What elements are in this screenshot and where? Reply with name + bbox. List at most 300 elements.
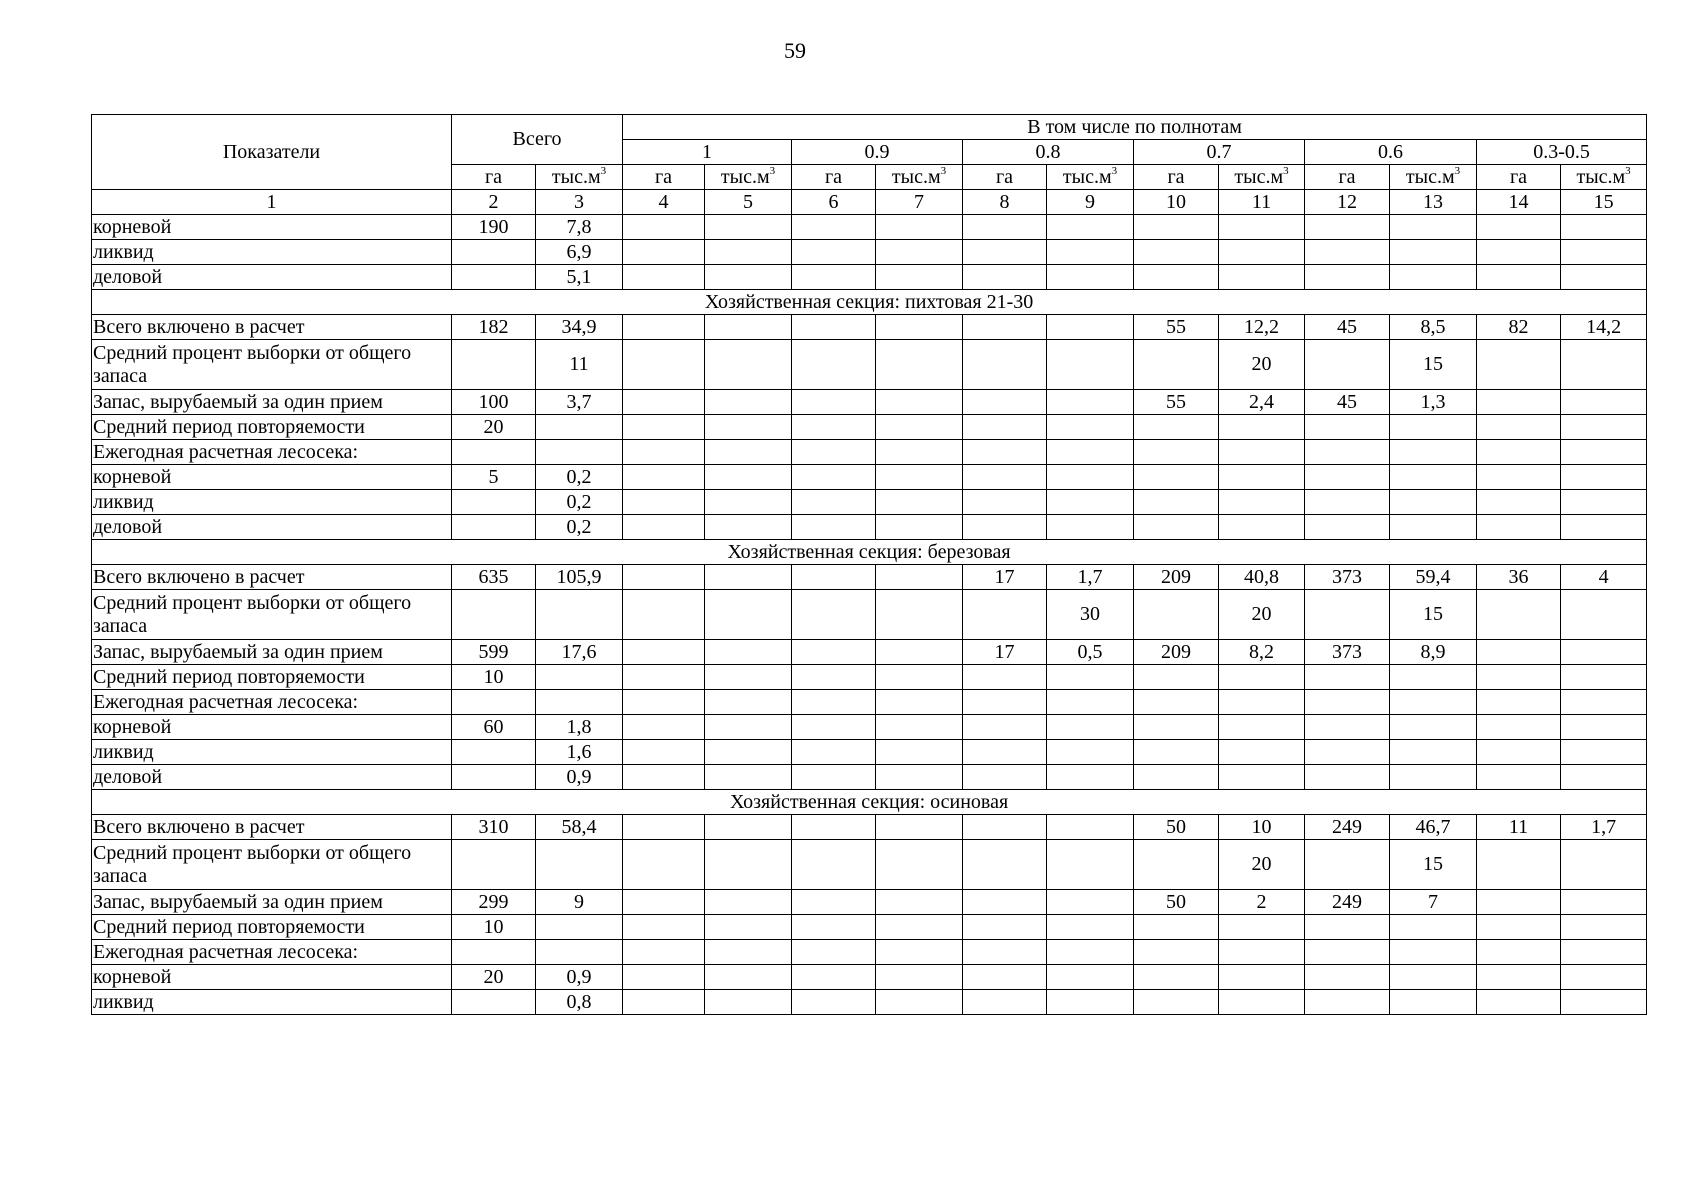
table-cell	[876, 915, 963, 940]
table-row	[92, 490, 1647, 515]
table-cell	[623, 565, 705, 590]
table-cell	[1134, 690, 1219, 715]
table-cell	[1477, 240, 1561, 265]
table-cell	[963, 265, 1047, 290]
table-cell	[1219, 240, 1305, 265]
table-cell	[792, 640, 876, 665]
table-cell	[705, 890, 792, 915]
table-cell	[1477, 515, 1561, 540]
table-cell	[963, 715, 1047, 740]
table-cell: 4	[1561, 565, 1647, 590]
table-cell	[705, 415, 792, 440]
table-cell	[1390, 990, 1477, 1015]
table-row	[92, 415, 1647, 440]
table-cell	[1390, 240, 1477, 265]
table-cell: 15	[1390, 340, 1477, 390]
table-cell: 36	[1477, 565, 1561, 590]
table-cell: 10	[452, 665, 536, 690]
density-header: 0.6	[1305, 140, 1477, 165]
table-cell	[1047, 465, 1134, 490]
table-cell	[536, 840, 623, 890]
table-cell: 0,2	[536, 515, 623, 540]
section-title: Хозяйственная секция: осиновая	[92, 790, 1647, 815]
unit-ha-header: га	[452, 165, 536, 190]
table-cell	[792, 240, 876, 265]
table-cell	[1219, 465, 1305, 490]
table-cell	[1219, 715, 1305, 740]
row-label: деловой	[92, 265, 452, 290]
table-cell: 11	[1477, 815, 1561, 840]
table-header	[92, 115, 1647, 215]
table-cell	[792, 440, 876, 465]
table-cell: 249	[1305, 815, 1390, 840]
table-cell	[1047, 665, 1134, 690]
table-cell	[1305, 965, 1390, 990]
row-label: ликвид	[92, 990, 452, 1015]
table-cell	[623, 390, 705, 415]
table-cell: 7	[1390, 890, 1477, 915]
table-cell	[1047, 240, 1134, 265]
table-cell	[1305, 440, 1390, 465]
table-cell	[1047, 215, 1134, 240]
table-cell	[1047, 315, 1134, 340]
table-cell	[1134, 840, 1219, 890]
table-cell	[963, 440, 1047, 465]
unit-volume-superscript: 3	[1283, 165, 1289, 178]
row-label: Средний процент выборки от общего запаса	[92, 840, 452, 890]
table-cell: 34,9	[536, 315, 623, 340]
table-cell	[876, 890, 963, 915]
table-cell	[876, 265, 963, 290]
table-cell	[1305, 415, 1390, 440]
row-label: Всего включено в расчет	[92, 565, 452, 590]
table-cell	[1477, 965, 1561, 990]
table-cell	[792, 390, 876, 415]
table-row	[92, 340, 1647, 390]
table-cell	[792, 965, 876, 990]
table-cell	[1134, 990, 1219, 1015]
table-cell: 45	[1305, 315, 1390, 340]
table-cell	[1561, 740, 1647, 765]
table-row	[92, 915, 1647, 940]
table-cell	[1047, 890, 1134, 915]
table-cell	[452, 940, 536, 965]
table-row	[92, 740, 1647, 765]
table-cell	[963, 390, 1047, 415]
table-cell	[792, 665, 876, 690]
table-cell	[1477, 840, 1561, 890]
table-cell	[1305, 590, 1390, 640]
table-cell	[705, 690, 792, 715]
table-cell	[623, 740, 705, 765]
table-cell	[876, 940, 963, 965]
table-cell: 100	[452, 390, 536, 415]
table-cell	[705, 240, 792, 265]
table-cell: 45	[1305, 390, 1390, 415]
table-cell	[536, 940, 623, 965]
table-cell	[1219, 965, 1305, 990]
table-cell	[1047, 740, 1134, 765]
table-cell: 8,2	[1219, 640, 1305, 665]
unit-volume-text: тыс.м	[1576, 165, 1626, 188]
unit-volume-header	[1219, 165, 1305, 190]
table-cell	[963, 590, 1047, 640]
table-cell	[705, 490, 792, 515]
unit-volume-text: тыс.м	[891, 165, 941, 188]
table-row	[92, 440, 1647, 465]
table-cell	[1390, 415, 1477, 440]
table-cell: 7,8	[536, 215, 623, 240]
table-cell	[792, 340, 876, 390]
table-cell	[1305, 715, 1390, 740]
table-cell	[963, 215, 1047, 240]
table-cell: 5	[452, 465, 536, 490]
table-cell	[1047, 815, 1134, 840]
column-number: 5	[705, 190, 792, 215]
section-row	[92, 790, 1647, 815]
section-title: Хозяйственная секция: березовая	[92, 540, 1647, 565]
table-cell	[1390, 690, 1477, 715]
table-cell	[792, 915, 876, 940]
table-cell: 55	[1134, 315, 1219, 340]
allowable-cut-table	[91, 114, 1647, 1015]
table-cell	[963, 340, 1047, 390]
table-cell	[1477, 940, 1561, 965]
row-label: Средний процент выборки от общего запаса	[92, 590, 452, 640]
table-cell	[1561, 215, 1647, 240]
unit-volume-header	[536, 165, 623, 190]
section-row	[92, 540, 1647, 565]
table-cell	[1477, 440, 1561, 465]
unit-volume-header	[1390, 165, 1477, 190]
table-cell	[792, 265, 876, 290]
table-cell	[536, 665, 623, 690]
table-cell	[705, 915, 792, 940]
table-cell	[963, 490, 1047, 515]
unit-volume-superscript: 3	[940, 165, 947, 178]
table-cell	[1390, 515, 1477, 540]
indicator-header: Показатели	[92, 115, 452, 190]
unit-volume-superscript: 3	[1625, 165, 1631, 178]
table-cell	[536, 415, 623, 440]
table-cell	[1305, 465, 1390, 490]
table-cell	[705, 940, 792, 965]
table-cell	[623, 640, 705, 665]
table-cell: 0,2	[536, 490, 623, 515]
unit-ha-header: га	[1134, 165, 1219, 190]
table-cell	[452, 990, 536, 1015]
table-cell	[1561, 415, 1647, 440]
table-cell	[1561, 515, 1647, 540]
row-label: Средний период повторяемости	[92, 415, 452, 440]
table-cell: 0,9	[536, 765, 623, 790]
table-cell: 373	[1305, 565, 1390, 590]
table-cell	[792, 990, 876, 1015]
table-cell	[705, 590, 792, 640]
table-cell: 20	[1219, 340, 1305, 390]
table-cell	[705, 215, 792, 240]
table-cell	[1390, 490, 1477, 515]
unit-volume-superscript: 3	[600, 165, 607, 178]
table-cell: 8,9	[1390, 640, 1477, 665]
table-cell	[876, 690, 963, 715]
table-cell: 17	[963, 640, 1047, 665]
table-cell	[1047, 940, 1134, 965]
row-label: Запас, вырубаемый за один прием	[92, 890, 452, 915]
table-cell	[963, 890, 1047, 915]
table-cell	[1134, 490, 1219, 515]
table-cell	[705, 440, 792, 465]
table-cell	[1477, 490, 1561, 515]
table-cell	[876, 765, 963, 790]
table-cell	[1477, 690, 1561, 715]
table-cell	[536, 590, 623, 640]
table-row	[92, 315, 1647, 340]
table-cell	[792, 840, 876, 890]
table-cell: 20	[452, 415, 536, 440]
table-cell: 20	[1219, 840, 1305, 890]
table-cell	[1390, 915, 1477, 940]
table-body	[92, 215, 1647, 1015]
table-cell	[1561, 590, 1647, 640]
table-cell: 20	[452, 965, 536, 990]
table-row	[92, 965, 1647, 990]
table-cell	[1219, 990, 1305, 1015]
table-cell	[1477, 215, 1561, 240]
table-cell	[1477, 640, 1561, 665]
table-cell: 10	[452, 915, 536, 940]
table-cell	[876, 590, 963, 640]
table-row	[92, 265, 1647, 290]
row-label: Всего включено в расчет	[92, 315, 452, 340]
table-cell	[1305, 940, 1390, 965]
table-cell	[876, 315, 963, 340]
table-cell	[1390, 215, 1477, 240]
table-cell	[452, 340, 536, 390]
table-cell	[1561, 340, 1647, 390]
table-cell	[1219, 265, 1305, 290]
table-cell	[1134, 715, 1219, 740]
table-cell	[623, 690, 705, 715]
table-cell	[705, 515, 792, 540]
column-number: 12	[1305, 190, 1390, 215]
density-header: 0.7	[1134, 140, 1305, 165]
column-number: 3	[536, 190, 623, 215]
table-cell	[1390, 965, 1477, 990]
unit-volume-text: тыс.м	[720, 165, 770, 188]
table-cell	[623, 840, 705, 890]
unit-volume-header	[876, 165, 963, 190]
table-cell	[705, 465, 792, 490]
table-cell	[963, 990, 1047, 1015]
table-cell	[1305, 265, 1390, 290]
table-cell	[876, 390, 963, 415]
table-cell: 40,8	[1219, 565, 1305, 590]
table-cell	[1047, 265, 1134, 290]
table-cell	[623, 815, 705, 840]
table-cell	[1477, 890, 1561, 915]
table-cell: 17,6	[536, 640, 623, 665]
table-cell	[452, 515, 536, 540]
table-cell	[1047, 415, 1134, 440]
table-cell	[963, 465, 1047, 490]
table-cell	[1047, 965, 1134, 990]
table-cell	[1219, 215, 1305, 240]
row-label: Ежегодная расчетная лесосека:	[92, 690, 452, 715]
table-cell	[876, 965, 963, 990]
table-row	[92, 465, 1647, 490]
column-number: 15	[1561, 190, 1647, 215]
table-cell	[623, 990, 705, 1015]
table-cell	[1561, 240, 1647, 265]
table-cell	[1219, 915, 1305, 940]
density-header: 0.8	[963, 140, 1134, 165]
unit-volume-header	[1047, 165, 1134, 190]
table-cell	[792, 940, 876, 965]
table-row	[92, 990, 1647, 1015]
table-cell	[623, 340, 705, 390]
table-cell: 635	[452, 565, 536, 590]
table-cell: 14,2	[1561, 315, 1647, 340]
table-cell: 0,5	[1047, 640, 1134, 665]
table-cell	[623, 415, 705, 440]
table-cell: 15	[1390, 590, 1477, 640]
table-cell: 1,7	[1047, 565, 1134, 590]
table-cell	[1477, 665, 1561, 690]
table-cell	[876, 565, 963, 590]
table-cell	[1047, 690, 1134, 715]
table-cell	[705, 715, 792, 740]
table-cell: 0,2	[536, 465, 623, 490]
unit-volume-text: тыс.м	[551, 165, 601, 188]
table-cell	[1305, 665, 1390, 690]
density-group-header: В том числе по полнотам	[623, 115, 1647, 140]
table-cell	[792, 815, 876, 840]
table-cell: 2,4	[1219, 390, 1305, 415]
table-cell: 60	[452, 715, 536, 740]
table-cell	[1134, 465, 1219, 490]
row-label: Средний период повторяемости	[92, 915, 452, 940]
table-cell: 46,7	[1390, 815, 1477, 840]
table-cell	[1134, 965, 1219, 990]
column-number: 6	[792, 190, 876, 215]
table-cell	[1134, 515, 1219, 540]
row-label: Средний период повторяемости	[92, 665, 452, 690]
table-cell	[1134, 740, 1219, 765]
table-cell	[1390, 715, 1477, 740]
table-cell	[1305, 840, 1390, 890]
table-cell	[623, 765, 705, 790]
table-cell: 299	[452, 890, 536, 915]
section-title: Хозяйственная секция: пихтовая 21-30	[92, 290, 1647, 315]
table-cell	[1305, 740, 1390, 765]
row-label: ликвид	[92, 490, 452, 515]
table-cell	[963, 740, 1047, 765]
table-cell	[1477, 265, 1561, 290]
table-cell	[705, 315, 792, 340]
table-cell: 1,6	[536, 740, 623, 765]
table-cell: 82	[1477, 315, 1561, 340]
table-cell	[623, 940, 705, 965]
table-cell	[705, 815, 792, 840]
density-header: 1	[623, 140, 792, 165]
table-cell	[705, 965, 792, 990]
table-cell: 1,7	[1561, 815, 1647, 840]
table-cell	[623, 915, 705, 940]
table-cell	[452, 765, 536, 790]
table-cell	[876, 840, 963, 890]
table-cell	[705, 390, 792, 415]
table-cell	[705, 765, 792, 790]
table-cell	[1134, 665, 1219, 690]
table-cell	[963, 690, 1047, 715]
table-row	[92, 840, 1647, 890]
table-cell	[876, 415, 963, 440]
table-cell	[1047, 340, 1134, 390]
table-cell	[623, 240, 705, 265]
table-cell	[1219, 940, 1305, 965]
table-cell: 50	[1134, 890, 1219, 915]
unit-volume-header	[1561, 165, 1647, 190]
table-cell	[1305, 515, 1390, 540]
table-cell: 5,1	[536, 265, 623, 290]
table-row	[92, 890, 1647, 915]
table-cell	[623, 590, 705, 640]
table-cell: 17	[963, 565, 1047, 590]
table-cell	[876, 240, 963, 265]
table-cell	[1390, 465, 1477, 490]
total-header: Всего	[452, 115, 623, 165]
table-cell: 249	[1305, 890, 1390, 915]
table-row	[92, 640, 1647, 665]
table-cell	[452, 265, 536, 290]
table-cell	[1477, 990, 1561, 1015]
table-cell	[1305, 915, 1390, 940]
table-cell: 209	[1134, 640, 1219, 665]
table-cell	[705, 990, 792, 1015]
table-cell	[705, 565, 792, 590]
unit-volume-text: тыс.м	[1405, 165, 1455, 188]
table-cell	[705, 740, 792, 765]
table-cell	[1219, 765, 1305, 790]
table-cell	[1477, 765, 1561, 790]
table-row	[92, 715, 1647, 740]
table-cell: 6,9	[536, 240, 623, 265]
table-cell	[1477, 590, 1561, 640]
table-cell	[1561, 690, 1647, 715]
table-cell	[1047, 715, 1134, 740]
table-cell	[1134, 915, 1219, 940]
table-cell	[1134, 940, 1219, 965]
table-cell: 209	[1134, 565, 1219, 590]
table-cell	[963, 915, 1047, 940]
table-cell	[876, 465, 963, 490]
table-cell	[1561, 265, 1647, 290]
table-cell: 182	[452, 315, 536, 340]
table-cell	[705, 265, 792, 290]
table-cell	[1047, 990, 1134, 1015]
table-cell: 1,8	[536, 715, 623, 740]
table-cell	[623, 965, 705, 990]
table-cell	[1477, 340, 1561, 390]
table-cell	[1561, 715, 1647, 740]
table-cell: 3,7	[536, 390, 623, 415]
table-cell	[876, 340, 963, 390]
row-label: ликвид	[92, 240, 452, 265]
table-cell	[1047, 390, 1134, 415]
table-cell	[452, 840, 536, 890]
column-number: 7	[876, 190, 963, 215]
